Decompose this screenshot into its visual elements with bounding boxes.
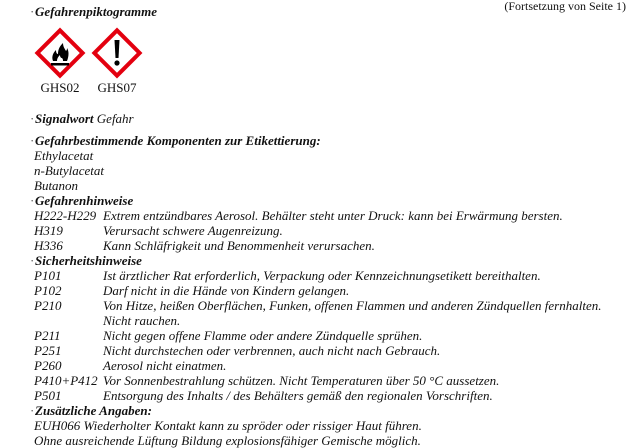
component-item: Butanon [34,178,79,193]
exclamation-icon [91,27,143,79]
precaution-statement: P101 Ist ärztlicher Rat erforderlich, Verpackung oder Kennzeichnungsetikett bereithalten. [34,268,541,283]
ghs07-label: GHS07 [97,80,137,95]
hazard-statement: H336 Kann Schläfrigkeit und Benommenheit verursachen. [34,238,375,253]
component-item: n-Butylacetat [34,163,105,178]
precaution-statement: P211 Nicht gegen offene Flamme oder andere Zündquelle sprühen. [34,328,423,343]
precautions-heading: ·Sicherheitshinweise [30,253,142,268]
precaution-statement: P210 Von Hitze, heißen Oberflächen, Funken, offenen Flammen und anderen Zündquellen fernhalten. [34,298,602,313]
component-item: Ethylacetat [34,148,94,163]
additional-heading: ·Zusätzliche Angaben: [30,403,152,418]
ghs02-label: GHS02 [40,80,80,95]
precaution-statement: P251 Nicht durchstechen oder verbrennen, auch nicht nach Gebrauch. [34,343,441,358]
precaution-continuation: Nicht rauchen. [103,313,181,328]
hazard-statement: H222-H229 Extrem entzündbares Aerosol. Behälter steht unter Druck: kann bei Erwärmung bersten. [34,208,563,223]
pictograms-heading: ·Gefahrenpiktogramme [30,4,158,19]
flame-icon [34,27,86,79]
hazard-statement: H319 Verursacht schwere Augenreizung. [34,223,283,238]
hazards-heading: ·Gefahrenhinweise [30,193,134,208]
continuation-note: (Fortsetzung von Seite 1) [504,0,626,13]
precaution-statement: P410+P412 Vor Sonnenbestrahlung schützen. Nicht Temperaturen über 50 °C aussetzen. [34,373,500,388]
precaution-statement: P501 Entsorgung des Inhalts / des Behälters gemäß den regionalen Vorschriften. [34,388,493,403]
additional-item: EUH066 Wiederholter Kontakt kann zu spröder oder rissiger Haut führen. [34,418,422,433]
signalwort: ·Signalwort Gefahr [30,111,134,126]
components-heading: ·Gefahrbestimmende Komponenten zur Etikettierung: [30,133,321,148]
precaution-statement: P260 Aerosol nicht einatmen. [34,358,227,373]
additional-item: Ohne ausreichende Lüftung Bildung explosionsfähiger Gemische möglich. [34,433,421,448]
precaution-statement: P102 Darf nicht in die Hände von Kindern gelangen. [34,283,350,298]
